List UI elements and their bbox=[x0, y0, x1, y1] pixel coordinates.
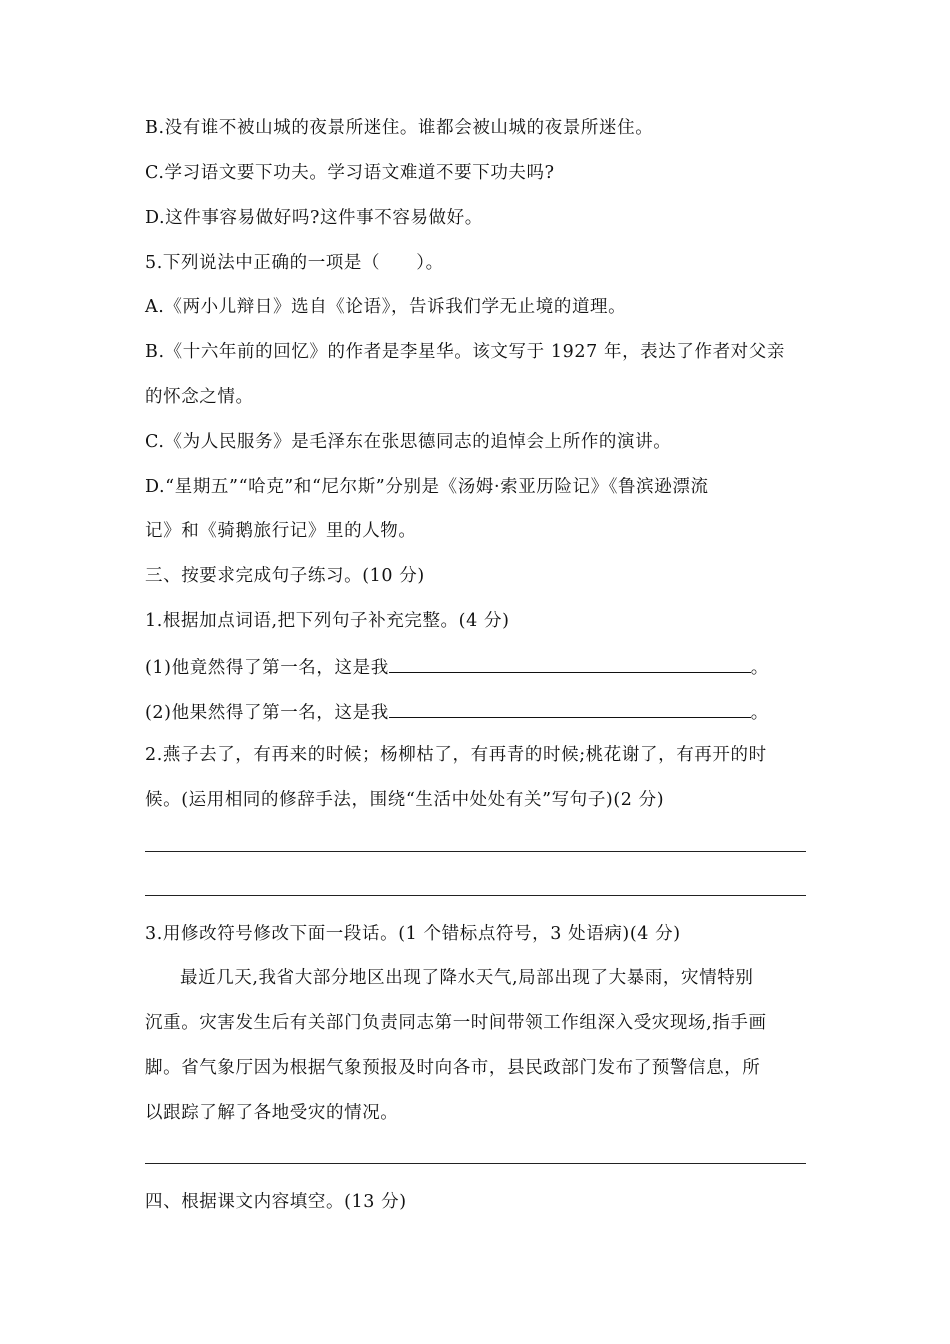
section4-heading: 四、根据课文内容填空。(13 分) bbox=[145, 1192, 407, 1212]
q5-option-d-line1: D.“星期五”“哈克”和“尼尔斯”分别是《汤姆·索亚历险记》《鲁滨逊漂流 bbox=[145, 477, 709, 497]
s3-q3-paragraph-line4: 以跟踪了解了各地受灾的情况。 bbox=[145, 1103, 399, 1123]
q5-stem: 5.下列说法中正确的一项是（ ）。 bbox=[145, 253, 444, 273]
q4-option-c: C.学习语文要下功夫。学习语文难道不要下功夫吗? bbox=[145, 163, 555, 183]
s3-q1-item2 bbox=[145, 699, 769, 725]
s3-q3-paragraph-line3: 脚。省气象厅因为根据气象预报及时向各市，县民政部门发布了预警信息，所 bbox=[145, 1058, 761, 1078]
s3-q1-item2-prefix: (2)他果然得了第一名，这是我 bbox=[145, 703, 389, 723]
q5-option-b-line2: 的怀念之情。 bbox=[145, 387, 254, 407]
s3-q2-line1: 2.燕子去了，有再来的时候；杨柳枯了，有再青的时候;桃花谢了，有再开的时 bbox=[145, 745, 767, 765]
q5-option-c: C.《为人民服务》是毛泽东在张思德同志的追悼会上所作的演讲。 bbox=[145, 432, 672, 452]
s3-q2-line2: 候。(运用相同的修辞手法，围绕“生活中处处有关”写句子)(2 分) bbox=[145, 790, 665, 810]
answer-line-3[interactable] bbox=[145, 1163, 806, 1164]
s3-q1-stem: 1.根据加点词语,把下列句子补充完整。(4 分) bbox=[145, 611, 510, 631]
fill-in-blank-2[interactable] bbox=[389, 699, 751, 718]
s3-q1-item1-period: 。 bbox=[750, 658, 769, 678]
section3-heading: 三、按要求完成句子练习。(10 分) bbox=[145, 566, 425, 586]
s3-q3-paragraph-line1: 最近几天,我省大部分地区出现了降水天气,局部出现了大暴雨，灾情特别 bbox=[180, 968, 754, 988]
q4-option-b: B.没有谁不被山城的夜景所迷住。谁都会被山城的夜景所迷住。 bbox=[145, 118, 654, 138]
answer-line-1[interactable] bbox=[145, 851, 806, 852]
answer-line-2[interactable] bbox=[145, 895, 806, 896]
s3-q1-item1 bbox=[145, 654, 769, 680]
s3-q3-paragraph-line2: 沉重。灾害发生后有关部门负责同志第一时间带领工作组深入受灾现场,指手画 bbox=[145, 1013, 767, 1033]
fill-in-blank-1[interactable] bbox=[389, 654, 751, 673]
q4-option-d: D.这件事容易做好吗?这件事不容易做好。 bbox=[145, 208, 483, 228]
s3-q1-item2-period: 。 bbox=[750, 703, 769, 723]
q5-option-a: A.《两小儿辩日》选自《论语》，告诉我们学无止境的道理。 bbox=[145, 297, 627, 317]
q5-option-b-line1: B.《十六年前的回忆》的作者是李星华。该文写于 1927 年，表达了作者对父亲 bbox=[145, 342, 785, 362]
s3-q3-stem: 3.用修改符号修改下面一段话。(1 个错标点符号，3 处语病)(4 分) bbox=[145, 924, 681, 944]
s3-q1-item1-prefix: (1)他竟然得了第一名，这是我 bbox=[145, 658, 389, 678]
q5-option-d-line2: 记》和《骑鹅旅行记》里的人物。 bbox=[145, 521, 417, 541]
